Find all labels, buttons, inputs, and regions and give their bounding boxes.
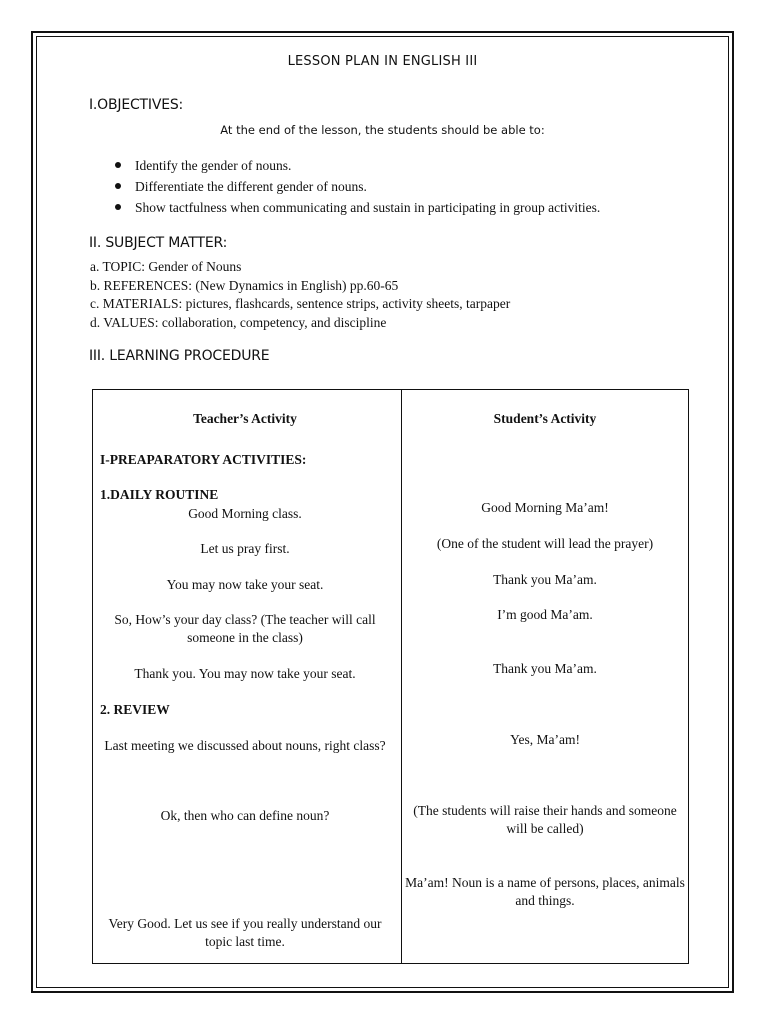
objective-text: Show tactfulness when communicating and sustain in participating in group activities. bbox=[135, 200, 601, 215]
document-title: LESSON PLAN IN ENGLISH III bbox=[287, 54, 478, 69]
objectives-list bbox=[112, 157, 600, 220]
teacher-line: Good Morning class. bbox=[188, 506, 302, 521]
subject-matter-values: d. VALUES: collaboration, competency, and discipline bbox=[90, 314, 387, 330]
subject-matter-list bbox=[90, 258, 510, 332]
teacher-activity-header: Teacher’s Activity bbox=[193, 411, 297, 426]
student-line: (One of the student will lead the prayer) bbox=[436, 536, 654, 551]
subject-matter-heading: II. SUBJECT MATTER: bbox=[89, 235, 228, 251]
teacher-line: You may now take your seat. bbox=[166, 577, 324, 592]
objective-item bbox=[112, 157, 600, 178]
daily-routine-heading: 1.DAILY ROUTINE bbox=[100, 487, 219, 502]
student-line: Ma’am! Noun is a name of persons, places, animals and things. bbox=[405, 875, 685, 908]
student-line: Yes, Ma’am! bbox=[510, 732, 580, 747]
objectives-heading: I.OBJECTIVES: bbox=[89, 97, 184, 113]
teacher-line: Very Good. Let us see if you really understand our topic last time. bbox=[108, 916, 382, 949]
student-line: (The students will raise their hands and someone will be called) bbox=[413, 803, 677, 836]
bullet-icon bbox=[115, 162, 121, 168]
teacher-line: So, How’s your day class? (The teacher will call someone in the class) bbox=[114, 612, 376, 645]
objective-text: Differentiate the different gender of nouns. bbox=[135, 179, 367, 194]
objective-text: Identify the gender of nouns. bbox=[135, 158, 292, 173]
subject-matter-topic: a. TOPIC: Gender of Nouns bbox=[90, 259, 242, 274]
teacher-line: Ok, then who can define noun? bbox=[160, 808, 330, 823]
objectives-intro: At the end of the lesson, the students should be able to: bbox=[220, 123, 545, 137]
student-line: Good Morning Ma’am! bbox=[481, 500, 609, 515]
bullet-icon bbox=[115, 204, 121, 210]
review-heading: 2. REVIEW bbox=[100, 702, 170, 717]
teacher-line: Thank you. You may now take your seat. bbox=[134, 666, 356, 681]
bullet-icon bbox=[115, 183, 121, 189]
student-line: Thank you Ma’am. bbox=[493, 661, 597, 676]
objective-item bbox=[112, 178, 600, 199]
teacher-line: Last meeting we discussed about nouns, right class? bbox=[104, 738, 386, 753]
student-line: I’m good Ma’am. bbox=[497, 607, 593, 622]
subject-matter-references: b. REFERENCES: (New Dynamics in English) pp.60-65 bbox=[90, 277, 399, 293]
teacher-line: Let us pray first. bbox=[200, 541, 290, 556]
learning-procedure-heading: III. LEARNING PROCEDURE bbox=[89, 348, 270, 364]
student-line: Thank you Ma’am. bbox=[493, 572, 597, 587]
student-activity-header: Student’s Activity bbox=[493, 411, 597, 426]
subject-matter-materials: c. MATERIALS: pictures, flashcards, sentence strips, activity sheets, tarpaper bbox=[90, 296, 511, 311]
preparatory-activities-heading: I-PREAPARATORY ACTIVITIES: bbox=[100, 452, 307, 467]
table-column-divider bbox=[401, 389, 402, 964]
objective-item bbox=[112, 199, 600, 220]
